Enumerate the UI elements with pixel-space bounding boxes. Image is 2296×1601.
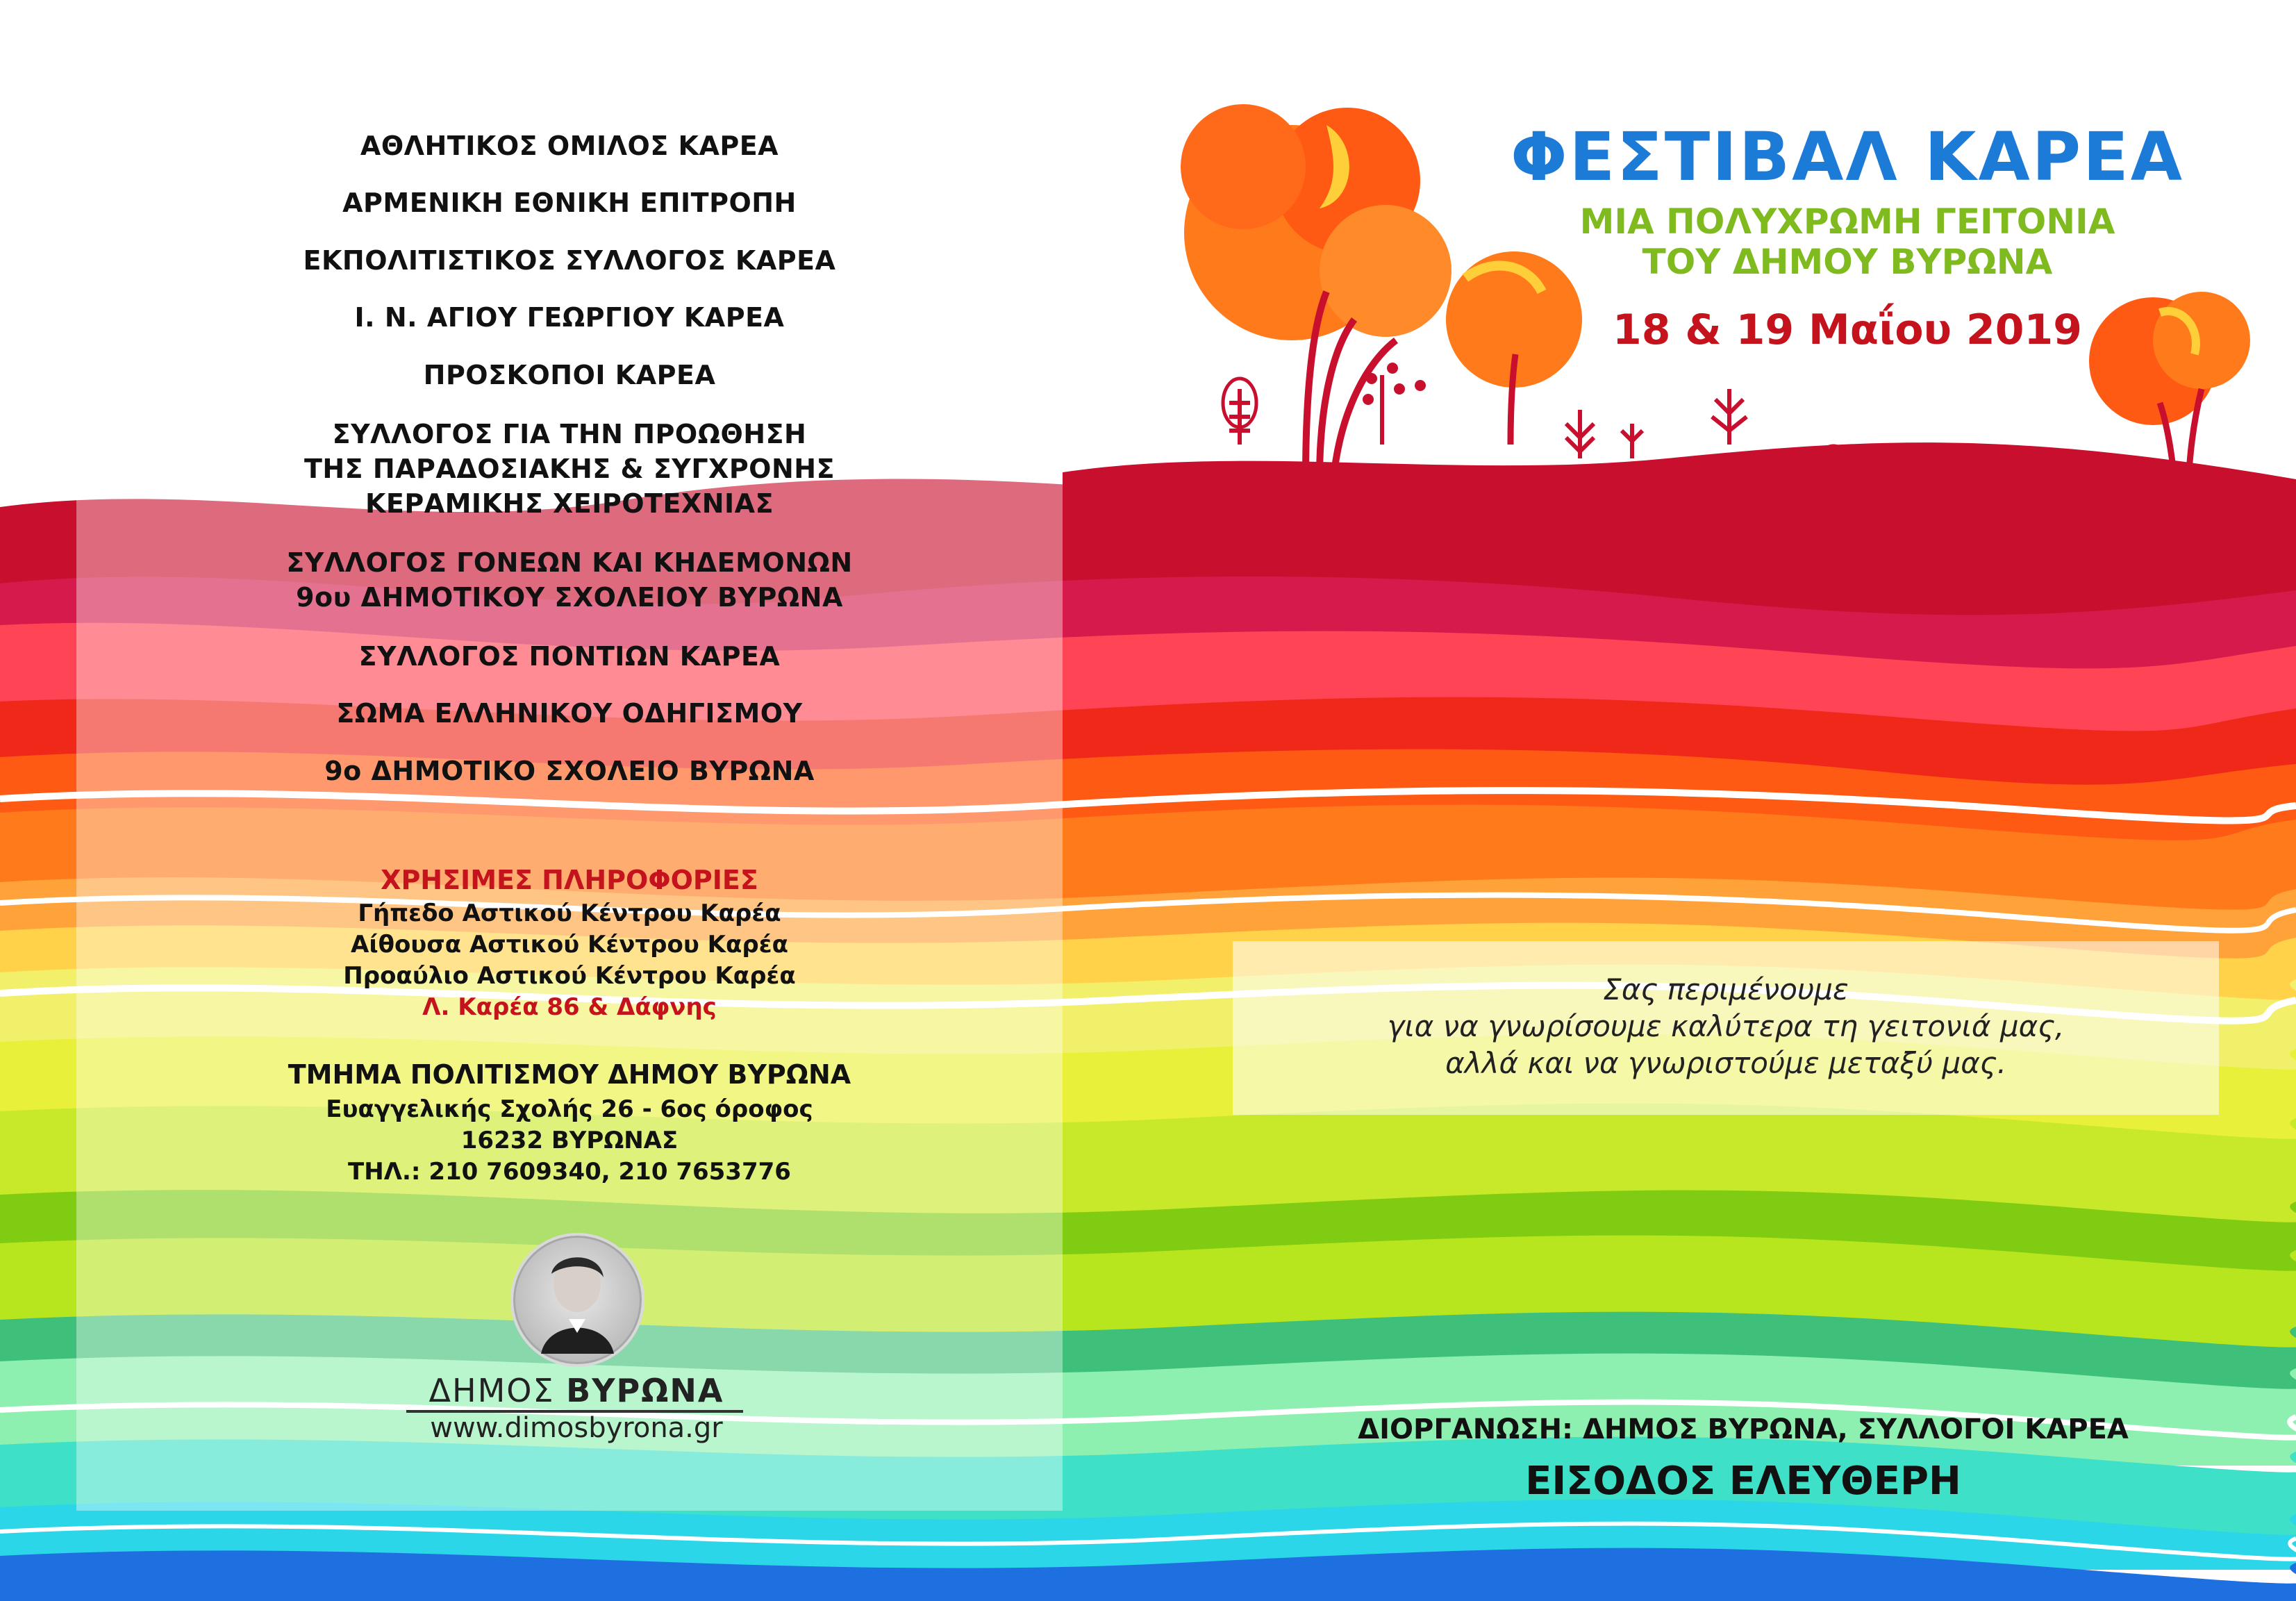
- municipality-website[interactable]: www.dimosbyrona.gr: [430, 1412, 723, 1444]
- participant-7b: 9ου ΔΗΜΟΤΙΚΟΥ ΣΧΟΛΕΙΟΥ ΒΥΡΩΝΑ: [296, 582, 843, 613]
- welcome-line-1: Σας περιμένουμε: [1603, 972, 1849, 1006]
- participant-4: Ι. Ν. ΑΓΙΟΥ ΓΕΩΡΓΙΟΥ ΚΑΡΕΑ: [354, 302, 785, 333]
- municipality-logo-text: [389, 1372, 764, 1409]
- festival-subtitle-1: ΜΙΑ ΠΟΛΥΧΡΩΜΗ ΓΕΙΤΟΝΙΑ: [1579, 201, 2115, 242]
- logo-name-light: ΔΗΜΟΣ: [429, 1372, 555, 1409]
- participant-6b: ΤΗΣ ΠΑΡΑΔΟΣΙΑΚΗΣ & ΣΥΓΧΡΟΝΗΣ: [303, 454, 835, 484]
- department-title: ΤΜΗΜΑ ΠΟΛΙΤΙΣΜΟΥ ΔΗΜΟΥ ΒΥΡΩΝΑ: [288, 1059, 851, 1090]
- byron-portrait-seal: [510, 1233, 644, 1367]
- department-postal: 16232 ΒΥΡΩΝΑΣ: [460, 1127, 679, 1154]
- organizer-text: ΔΙΟΡΓΑΝΩΣΗ: ΔΗΜΟΣ ΒΥΡΩΝΑ, ΣΥΛΛΟΓΟΙ ΚΑΡΕΑ: [1358, 1413, 2129, 1445]
- welcome-box: [1233, 941, 2219, 1115]
- participant-9: ΣΩΜΑ ΕΛΛΗΝΙΚΟΥ ΟΔΗΓΙΣΜΟΥ: [336, 698, 803, 729]
- department-street: Ευαγγελικής Σχολής 26 - 6ος όροφος: [326, 1095, 813, 1123]
- festival-title: ΦΕΣΤΙΒΑΛ ΚΑΡΕΑ: [1510, 118, 2185, 196]
- participant-6c: ΚΕΡΑΜΙΚΗΣ ΧΕΙΡΟΤΕΧΝΙΑΣ: [365, 488, 774, 519]
- free-entry-text: ΕΙΣΟΔΟΣ ΕΛΕΥΘΕΡΗ: [1525, 1459, 1961, 1504]
- info-address: Λ. Καρέα 86 & Δάφνης: [422, 993, 717, 1021]
- logo-name-bold: ΒΥΡΩΝΑ: [566, 1372, 724, 1409]
- participant-7a: ΣΥΛΛΟΓΟΣ ΓΟΝΕΩΝ ΚΑΙ ΚΗΔΕΜΟΝΩΝ: [286, 547, 853, 578]
- participant-5: ΠΡΟΣΚΟΠΟΙ ΚΑΡΕΑ: [423, 360, 716, 390]
- participant-8: ΣΥΛΛΟΓΟΣ ΠΟΝΤΙΩΝ ΚΑΡΕΑ: [358, 641, 781, 672]
- festival-subtitle-2: ΤΟΥ ΔΗΜΟΥ ΒΥΡΩΝΑ: [1642, 242, 2053, 282]
- red-hill: [1063, 442, 2296, 542]
- participant-6a: ΣΥΛΛΟΓΟΣ ΓΙΑ ΤΗΝ ΠΡΟΩΘΗΣΗ: [332, 419, 807, 449]
- department-phone: ΤΗΛ.: 210 7609340, 210 7653776: [348, 1158, 791, 1186]
- welcome-line-3: αλλά και να γνωριστούμε μεταξύ μας.: [1445, 1046, 2006, 1080]
- participant-1: ΑΘΛΗΤΙΚΟΣ ΟΜΙΛΟΣ ΚΑΡΕΑ: [360, 131, 779, 161]
- festival-dates: 18 & 19 Μαΐου 2019: [1613, 306, 2082, 354]
- welcome-line-2: για να γνωρίσουμε καλύτερα τη γειτονιά μας,: [1387, 1009, 2065, 1043]
- info-venue-2: Αίθουσα Αστικού Κέντρου Καρέα: [351, 931, 788, 959]
- participant-10: 9ο ΔΗΜΟΤΙΚΟ ΣΧΟΛΕΙΟ ΒΥΡΩΝΑ: [324, 756, 815, 786]
- info-title: ΧΡΗΣΙΜΕΣ ΠΛΗΡΟΦΟΡΙΕΣ: [381, 865, 758, 895]
- info-venue-3: Προαύλιο Αστικού Κέντρου Καρέα: [343, 962, 796, 990]
- info-venue-1: Γήπεδο Αστικού Κέντρου Καρέα: [358, 899, 781, 927]
- participant-3: ΕΚΠΟΛΙΤΙΣΤΙΚΟΣ ΣΥΛΛΟΓΟΣ ΚΑΡΕΑ: [303, 245, 836, 276]
- participant-2: ΑΡΜΕΝΙΚΗ ΕΘΝΙΚΗ ΕΠΙΤΡΟΠΗ: [342, 188, 797, 218]
